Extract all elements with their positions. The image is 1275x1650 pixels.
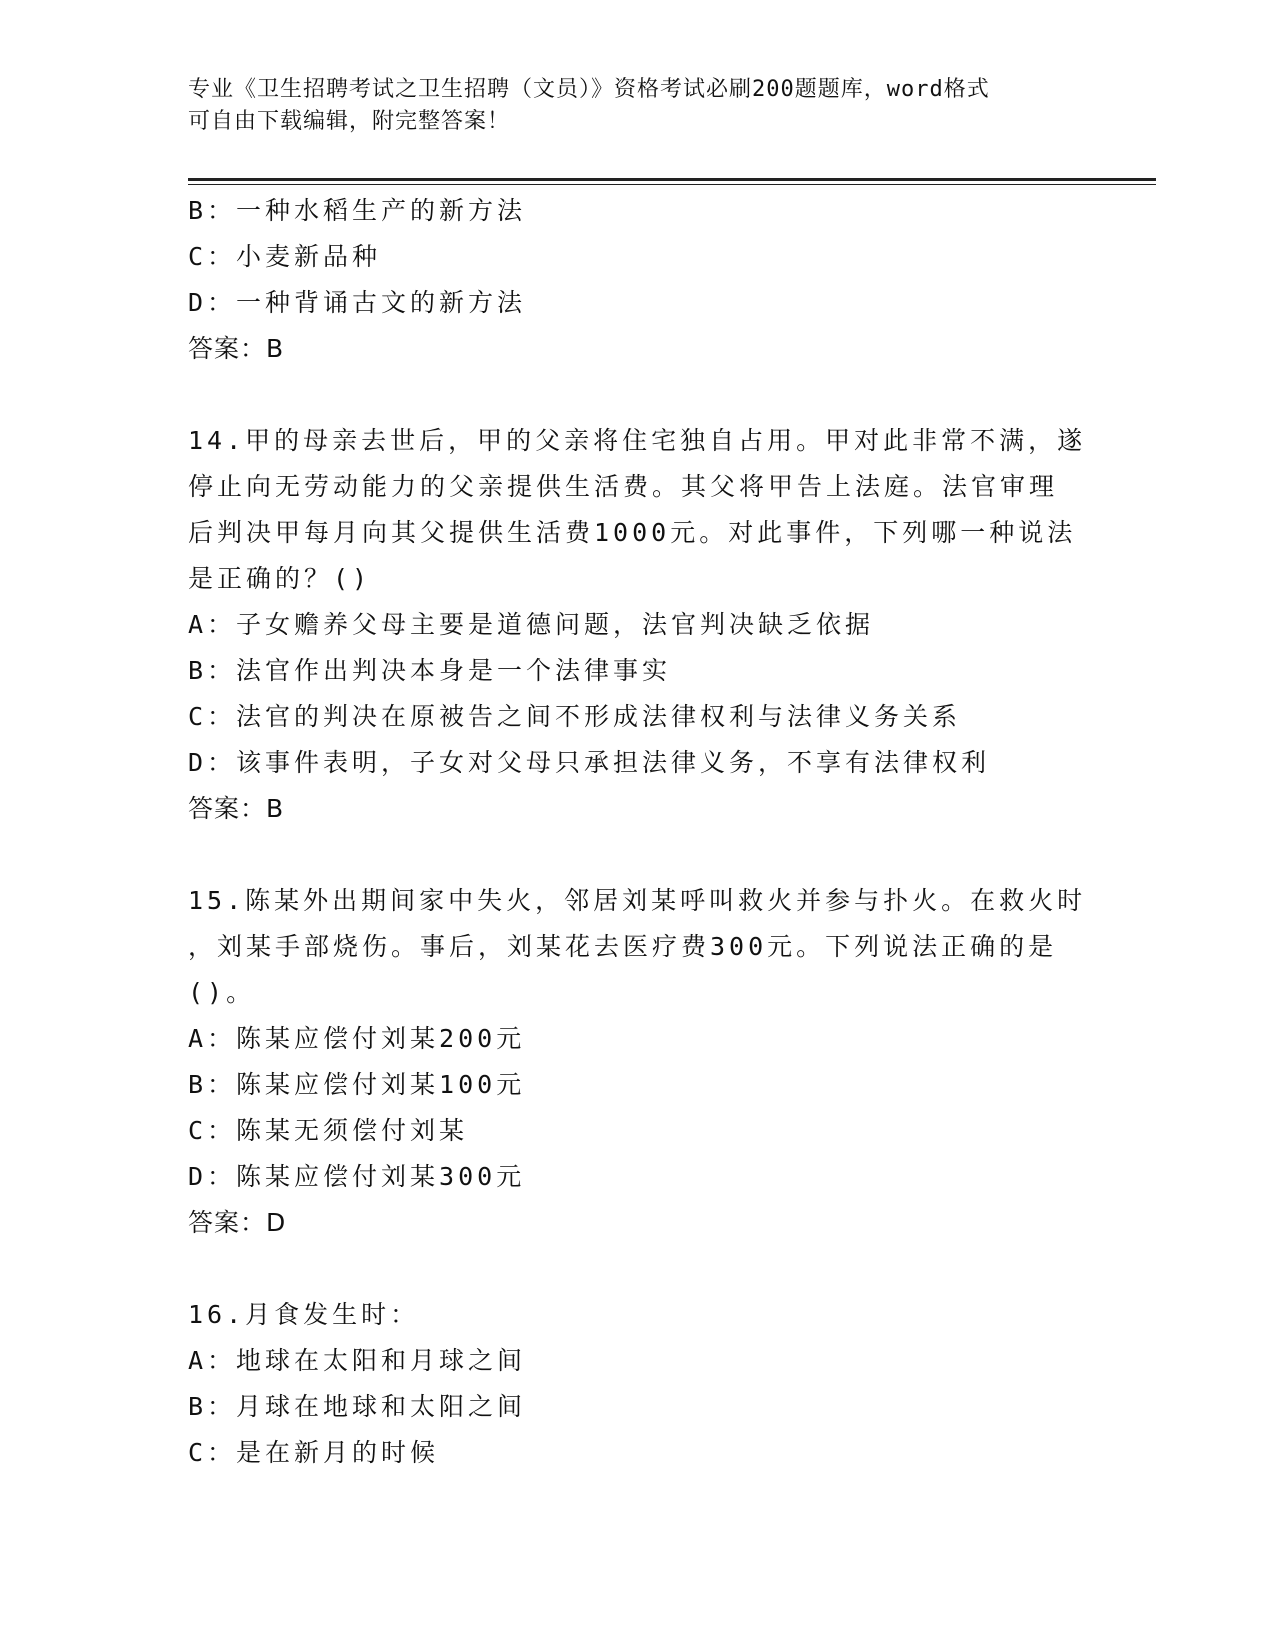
- option-b: B：月球在地球和太阳之间: [188, 1392, 527, 1421]
- question-13-tail: [188, 188, 1088, 372]
- option-b: B：法官作出判决本身是一个法律事实: [188, 656, 672, 685]
- option-c: C：法官的判决在原被告之间不形成法律权利与法律义务关系: [188, 702, 962, 731]
- question-list: [188, 188, 1088, 1476]
- option-c: C：陈某无须偿付刘某: [188, 1116, 469, 1145]
- answer-line: 答案：B: [188, 334, 285, 363]
- question-15: [188, 878, 1088, 1246]
- option-b: B：陈某应偿付刘某100元: [188, 1070, 526, 1099]
- question-stem-line: 14.甲的母亲去世后，甲的父亲将住宅独自占用。甲对此非常不满，遂: [188, 426, 1087, 455]
- answer-line: 答案：D: [188, 1208, 287, 1237]
- option-c: C：小麦新品种: [188, 242, 382, 271]
- option-c: C：是在新月的时候: [188, 1438, 440, 1467]
- document-header: [188, 74, 1088, 138]
- option-b: B：一种水稻生产的新方法: [188, 196, 527, 225]
- option-d: D：陈某应偿付刘某300元: [188, 1162, 526, 1191]
- header-rule-thick: [188, 178, 1156, 181]
- option-d: D：一种背诵古文的新方法: [188, 288, 527, 317]
- question-stem-line: 后判决甲每月向其父提供生活费1000元。对此事件，下列哪一种说法: [188, 518, 1077, 547]
- question-stem-line: ()。: [188, 978, 256, 1007]
- question-stem-line: 15.陈某外出期间家中失火，邻居刘某呼叫救火并参与扑火。在救火时: [188, 886, 1087, 915]
- header-title-line-2: 可自由下载编辑，附完整答案！: [188, 109, 511, 134]
- question-stem-line: 16.月食发生时：: [188, 1300, 420, 1329]
- header-rule-thin: [188, 184, 1156, 185]
- option-a: A：子女赡养父母主要是道德问题，法官判决缺乏依据: [188, 610, 875, 639]
- question-stem-line: 是正确的？(): [188, 564, 372, 593]
- question-16: [188, 1292, 1088, 1476]
- answer-line: 答案：B: [188, 794, 285, 823]
- question-stem-line: 停止向无劳动能力的父亲提供生活费。其父将甲告上法庭。法官审理: [188, 472, 1059, 501]
- option-a: A：地球在太阳和月球之间: [188, 1346, 527, 1375]
- question-stem-line: ，刘某手部烧伤。事后，刘某花去医疗费300元。下列说法正确的是: [188, 932, 1058, 961]
- header-title-line-1: 专业《卫生招聘考试之卫生招聘（文员）》资格考试必刷200题题库，word格式: [188, 77, 990, 102]
- question-14: [188, 418, 1088, 832]
- option-a: A：陈某应偿付刘某200元: [188, 1024, 526, 1053]
- option-d: D：该事件表明，子女对父母只承担法律义务，不享有法律权利: [188, 748, 991, 777]
